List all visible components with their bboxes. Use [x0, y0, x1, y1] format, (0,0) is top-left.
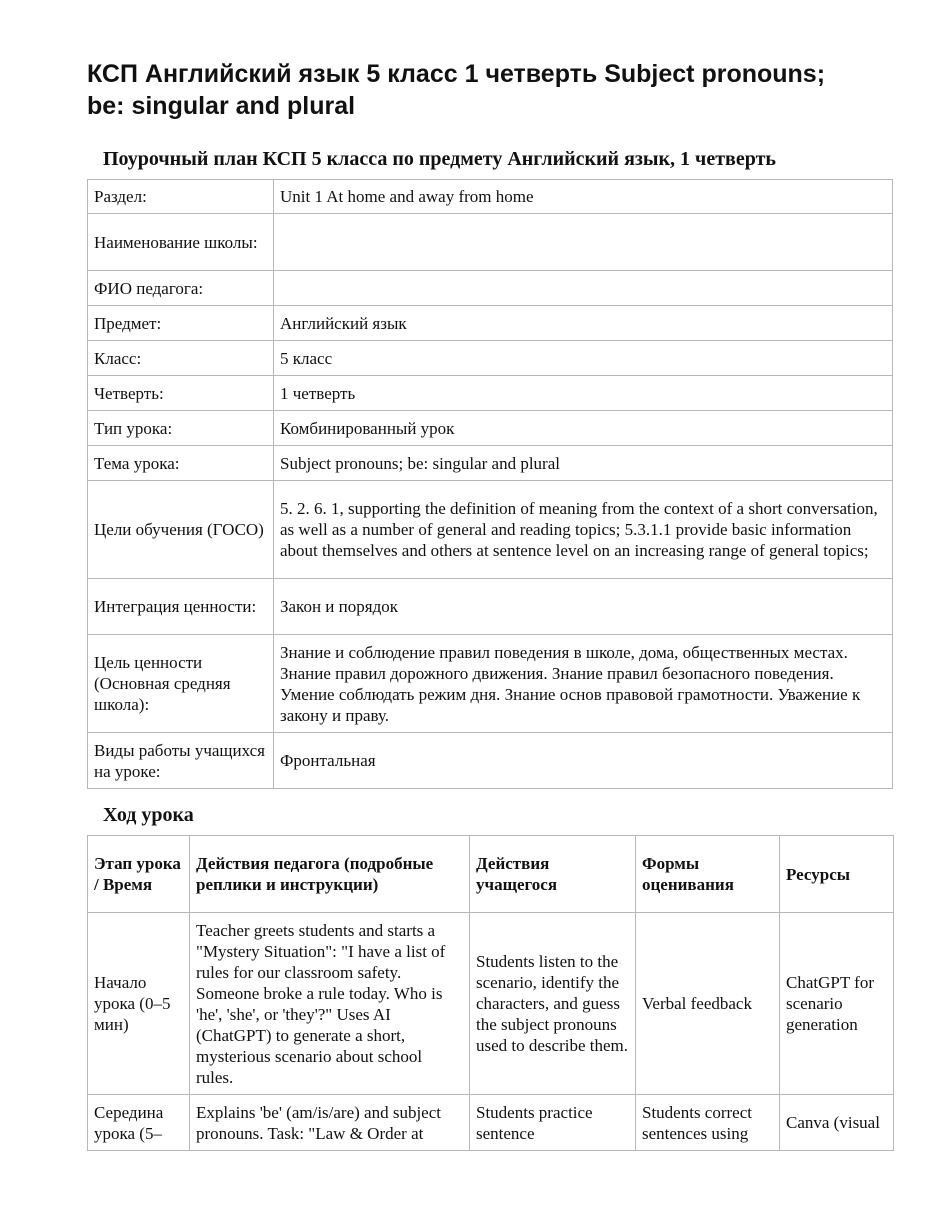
teacher-actions-cell: Teacher greets students and starts a "Mystery Situation": "I have a list of rules for our classroom safety. Someone broke a rule today. Who is 'he', 'she', or 'they'?" Uses AI (ChatGPT) to generate a short, mysterious scenario about school rules.	[190, 913, 470, 1095]
plan-heading: Поурочный план КСП 5 класса по предмету Английский язык, 1 четверть	[103, 148, 776, 170]
assessment-cell: Students correct sentences using	[636, 1095, 780, 1151]
lesson-info-table	[87, 179, 893, 789]
row-label: Тип урока:	[88, 411, 274, 446]
table-row	[88, 341, 893, 376]
column-header-teacher-actions: Действия педагога (подробные реплики и инструкции)	[190, 836, 470, 913]
row-label: Цели обучения (ГОСО)	[88, 481, 274, 579]
table-row	[88, 306, 893, 341]
row-value: Комбинированный урок	[274, 411, 893, 446]
row-label: Интеграция ценности:	[88, 579, 274, 635]
row-label: Раздел:	[88, 180, 274, 214]
row-value: Английский язык	[274, 306, 893, 341]
page-title: КСП Английский язык 5 класс 1 четверть Subject pronouns; be: singular and plural	[87, 60, 826, 120]
table-row	[88, 635, 893, 733]
lesson-heading: Ход урока	[103, 804, 194, 826]
row-value	[274, 271, 893, 306]
table-row	[88, 733, 893, 789]
row-value: Фронтальная	[274, 733, 893, 789]
column-header-resources: Ресурсы	[780, 836, 894, 913]
row-label: Класс:	[88, 341, 274, 376]
column-header-assessment: Формы оценивания	[636, 836, 780, 913]
stage-cell: Середина урока (5–	[88, 1095, 190, 1151]
row-label: Предмет:	[88, 306, 274, 341]
table-row	[88, 579, 893, 635]
resources-cell: Canva (visual	[780, 1095, 894, 1151]
table-row	[88, 376, 893, 411]
row-label: Наименование школы:	[88, 214, 274, 271]
lesson-flow-table	[87, 835, 894, 1151]
table-row	[88, 481, 893, 579]
row-label: Четверть:	[88, 376, 274, 411]
table-header-row	[88, 836, 894, 913]
student-actions-cell: Students practice sentence	[470, 1095, 636, 1151]
teacher-actions-cell: Explains 'be' (am/is/are) and subject pronouns. Task: "Law & Order at	[190, 1095, 470, 1151]
row-label: Тема урока:	[88, 446, 274, 481]
row-value: Закон и порядок	[274, 579, 893, 635]
row-value: Unit 1 At home and away from home	[274, 180, 893, 214]
table-row	[88, 913, 894, 1095]
row-label: ФИО педагога:	[88, 271, 274, 306]
student-actions-cell: Students listen to the scenario, identify the characters, and guess the subject pronouns used to describe them.	[470, 913, 636, 1095]
assessment-cell: Verbal feedback	[636, 913, 780, 1095]
table-row	[88, 180, 893, 214]
row-value: Знание и соблюдение правил поведения в школе, дома, общественных местах. Знание правил дорожного движения. Знание правил безопасного поведения. Умение соблюдать режим дня. Знание основ правовой грамотности. Уважение к закону и праву.	[274, 635, 893, 733]
row-value: 5 класс	[274, 341, 893, 376]
row-value: Subject pronouns; be: singular and plural	[274, 446, 893, 481]
table-row	[88, 214, 893, 271]
table-row	[88, 1095, 894, 1151]
row-value: 1 четверть	[274, 376, 893, 411]
table-row	[88, 411, 893, 446]
resources-cell: ChatGPT for scenario generation	[780, 913, 894, 1095]
row-label: Цель ценности (Основная средняя школа):	[88, 635, 274, 733]
stage-cell: Начало урока (0–5 мин)	[88, 913, 190, 1095]
column-header-stage: Этап урока / Время	[88, 836, 190, 913]
table-row	[88, 271, 893, 306]
row-value	[274, 214, 893, 271]
table-row	[88, 446, 893, 481]
row-value: 5. 2. 6. 1, supporting the definition of meaning from the context of a short conversation, as well as a number of general and reading topics; 5.3.1.1 provide basic information about themselves and others at sentence level on an increasing range of general topics;	[274, 481, 893, 579]
column-header-student-actions: Действия учащегося	[470, 836, 636, 913]
row-label: Виды работы учащихся на уроке:	[88, 733, 274, 789]
